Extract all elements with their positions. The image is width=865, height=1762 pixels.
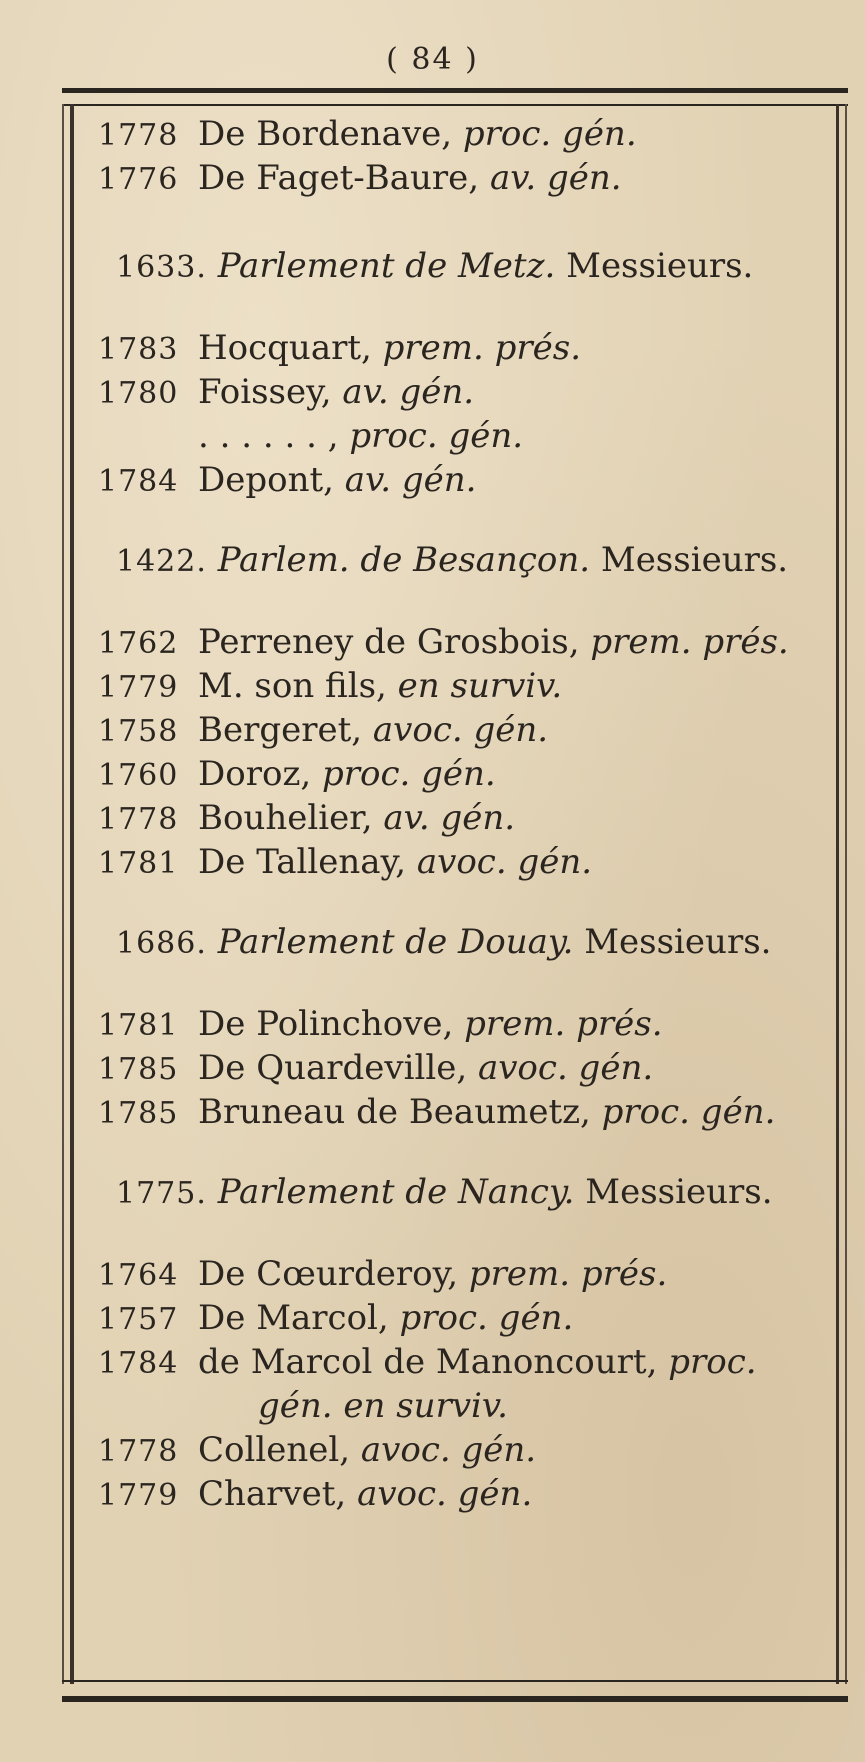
section-court: Parlement de Metz. — [217, 246, 556, 286]
entry-title: proc. gén. — [399, 1298, 574, 1338]
entry-year: 1781 — [98, 1008, 179, 1043]
entry-title: av. gén. — [383, 798, 516, 838]
page-content — [98, 112, 833, 1516]
section-suffix: Messieurs. — [566, 246, 754, 286]
entry-line — [98, 1252, 833, 1296]
bottom-rule — [62, 1680, 848, 1702]
section-year: 1422. — [116, 544, 207, 579]
entry-year: 1784 — [98, 464, 179, 499]
entry-line — [98, 414, 833, 458]
entry-year: 1778 — [98, 118, 179, 153]
entry-line — [98, 112, 833, 156]
entry-name: Doroz, — [198, 754, 312, 794]
entry-name: Collenel, — [198, 1430, 351, 1470]
entry-name: Bouhelier, — [198, 798, 373, 838]
section-suffix: Messieurs. — [584, 922, 772, 962]
entry-name: De Tallenay, — [198, 842, 407, 882]
section-heading-nancy — [98, 1170, 833, 1216]
entry-year: 1757 — [98, 1302, 179, 1337]
entry-title: prem. prés. — [382, 328, 582, 368]
section-court: Parlement de Douay. — [217, 922, 574, 962]
entry-title: avoc. gén. — [357, 1474, 533, 1514]
left-border-outer — [62, 104, 64, 1684]
entry-name: Bruneau de Beaumetz, — [198, 1092, 591, 1132]
entry-title: proc. gén. — [462, 114, 637, 154]
section-court: Parlem. de Besançon. — [217, 540, 591, 580]
entry-line — [98, 796, 833, 840]
entry-line — [98, 1472, 833, 1516]
entry-line — [98, 840, 833, 884]
entry-line — [98, 1090, 833, 1134]
right-border — [836, 104, 839, 1684]
entry-title: prem. prés. — [464, 1004, 663, 1044]
entry-title: av. gén. — [342, 372, 475, 412]
entry-title: av. gén. — [344, 460, 477, 500]
section-year: 1775. — [116, 1176, 207, 1211]
section-court: Parlement de Nancy. — [217, 1172, 575, 1212]
entry-name: Depont, — [198, 460, 334, 500]
entry-line — [98, 1296, 833, 1340]
entry-title: en surviv. — [397, 666, 563, 706]
entry-year: 1762 — [98, 626, 179, 661]
entry-name: De Marcol, — [198, 1298, 389, 1338]
entry-title: avoc. gén. — [477, 1048, 654, 1088]
entry-year: 1776 — [98, 162, 179, 197]
entry-year: 1780 — [98, 376, 179, 411]
entry-year: 1764 — [98, 1258, 179, 1293]
entry-continuation: gén. en surviv. — [258, 1386, 508, 1426]
entry-title: avoc. gén. — [372, 710, 549, 750]
top-rule — [62, 88, 848, 106]
entry-year: 1785 — [98, 1052, 179, 1087]
entry-name: M. son fils, — [198, 666, 387, 706]
entry-name: Charvet, — [198, 1474, 347, 1514]
left-border — [70, 104, 74, 1684]
entry-line — [98, 458, 833, 502]
entry-name: Perreney de Grosbois, — [198, 622, 580, 662]
entry-year: 1784 — [98, 1346, 179, 1381]
page-number: ( 84 ) — [386, 42, 479, 77]
entry-name: de Marcol de Manoncourt, — [198, 1342, 658, 1382]
section-year: 1633. — [116, 250, 207, 285]
entry-name: Foissey, — [198, 372, 332, 412]
entry-line — [98, 1428, 833, 1472]
entry-name: . . . . . . , — [198, 416, 339, 456]
entry-title: proc. — [668, 1342, 757, 1382]
entry-year: 1785 — [98, 1096, 179, 1131]
entry-year: 1758 — [98, 714, 179, 749]
entry-name: De Polinchove, — [198, 1004, 454, 1044]
entry-title: proc. gén. — [349, 416, 524, 456]
entry-title: avoc. gén. — [360, 1430, 537, 1470]
section-suffix: Messieurs. — [585, 1172, 773, 1212]
entry-line — [98, 752, 833, 796]
entry-year: 1783 — [98, 332, 179, 367]
entry-name: Hocquart, — [198, 328, 372, 368]
right-border-outer — [845, 104, 847, 1684]
entry-line — [98, 620, 833, 664]
entry-line — [98, 326, 833, 370]
section-suffix: Messieurs. — [600, 540, 789, 580]
entry-title: proc. gén. — [601, 1092, 776, 1132]
entry-line — [98, 1046, 833, 1090]
entry-year: 1760 — [98, 758, 179, 793]
section-year: 1686. — [116, 926, 207, 961]
section-heading-douay — [98, 920, 833, 966]
entry-name: De Bordenave, — [198, 114, 453, 154]
entry-year: 1779 — [98, 670, 179, 705]
entry-name: De Faget-Baure, — [198, 158, 480, 198]
entry-title: av. gén. — [489, 158, 622, 198]
entry-title: proc. gén. — [322, 754, 496, 794]
entry-line — [98, 1340, 833, 1384]
entry-line — [98, 708, 833, 752]
entry-title: prem. prés. — [468, 1254, 668, 1294]
section-heading-besancon — [98, 538, 833, 584]
entry-year: 1781 — [98, 846, 179, 881]
entry-title: avoc. gén. — [416, 842, 593, 882]
entry-line — [98, 370, 833, 414]
entry-line — [98, 1002, 833, 1046]
entry-name: Bergeret, — [198, 710, 363, 750]
entry-line — [98, 156, 833, 200]
entry-year: 1779 — [98, 1478, 179, 1513]
entry-year: 1778 — [98, 1434, 179, 1469]
entry-line — [98, 664, 833, 708]
entry-name: De Cœurderoy, — [198, 1254, 459, 1294]
entry-year: 1778 — [98, 802, 179, 837]
entry-name: De Quardeville, — [198, 1048, 468, 1088]
entry-title: prem. prés. — [590, 622, 789, 662]
section-heading-metz — [98, 244, 833, 290]
